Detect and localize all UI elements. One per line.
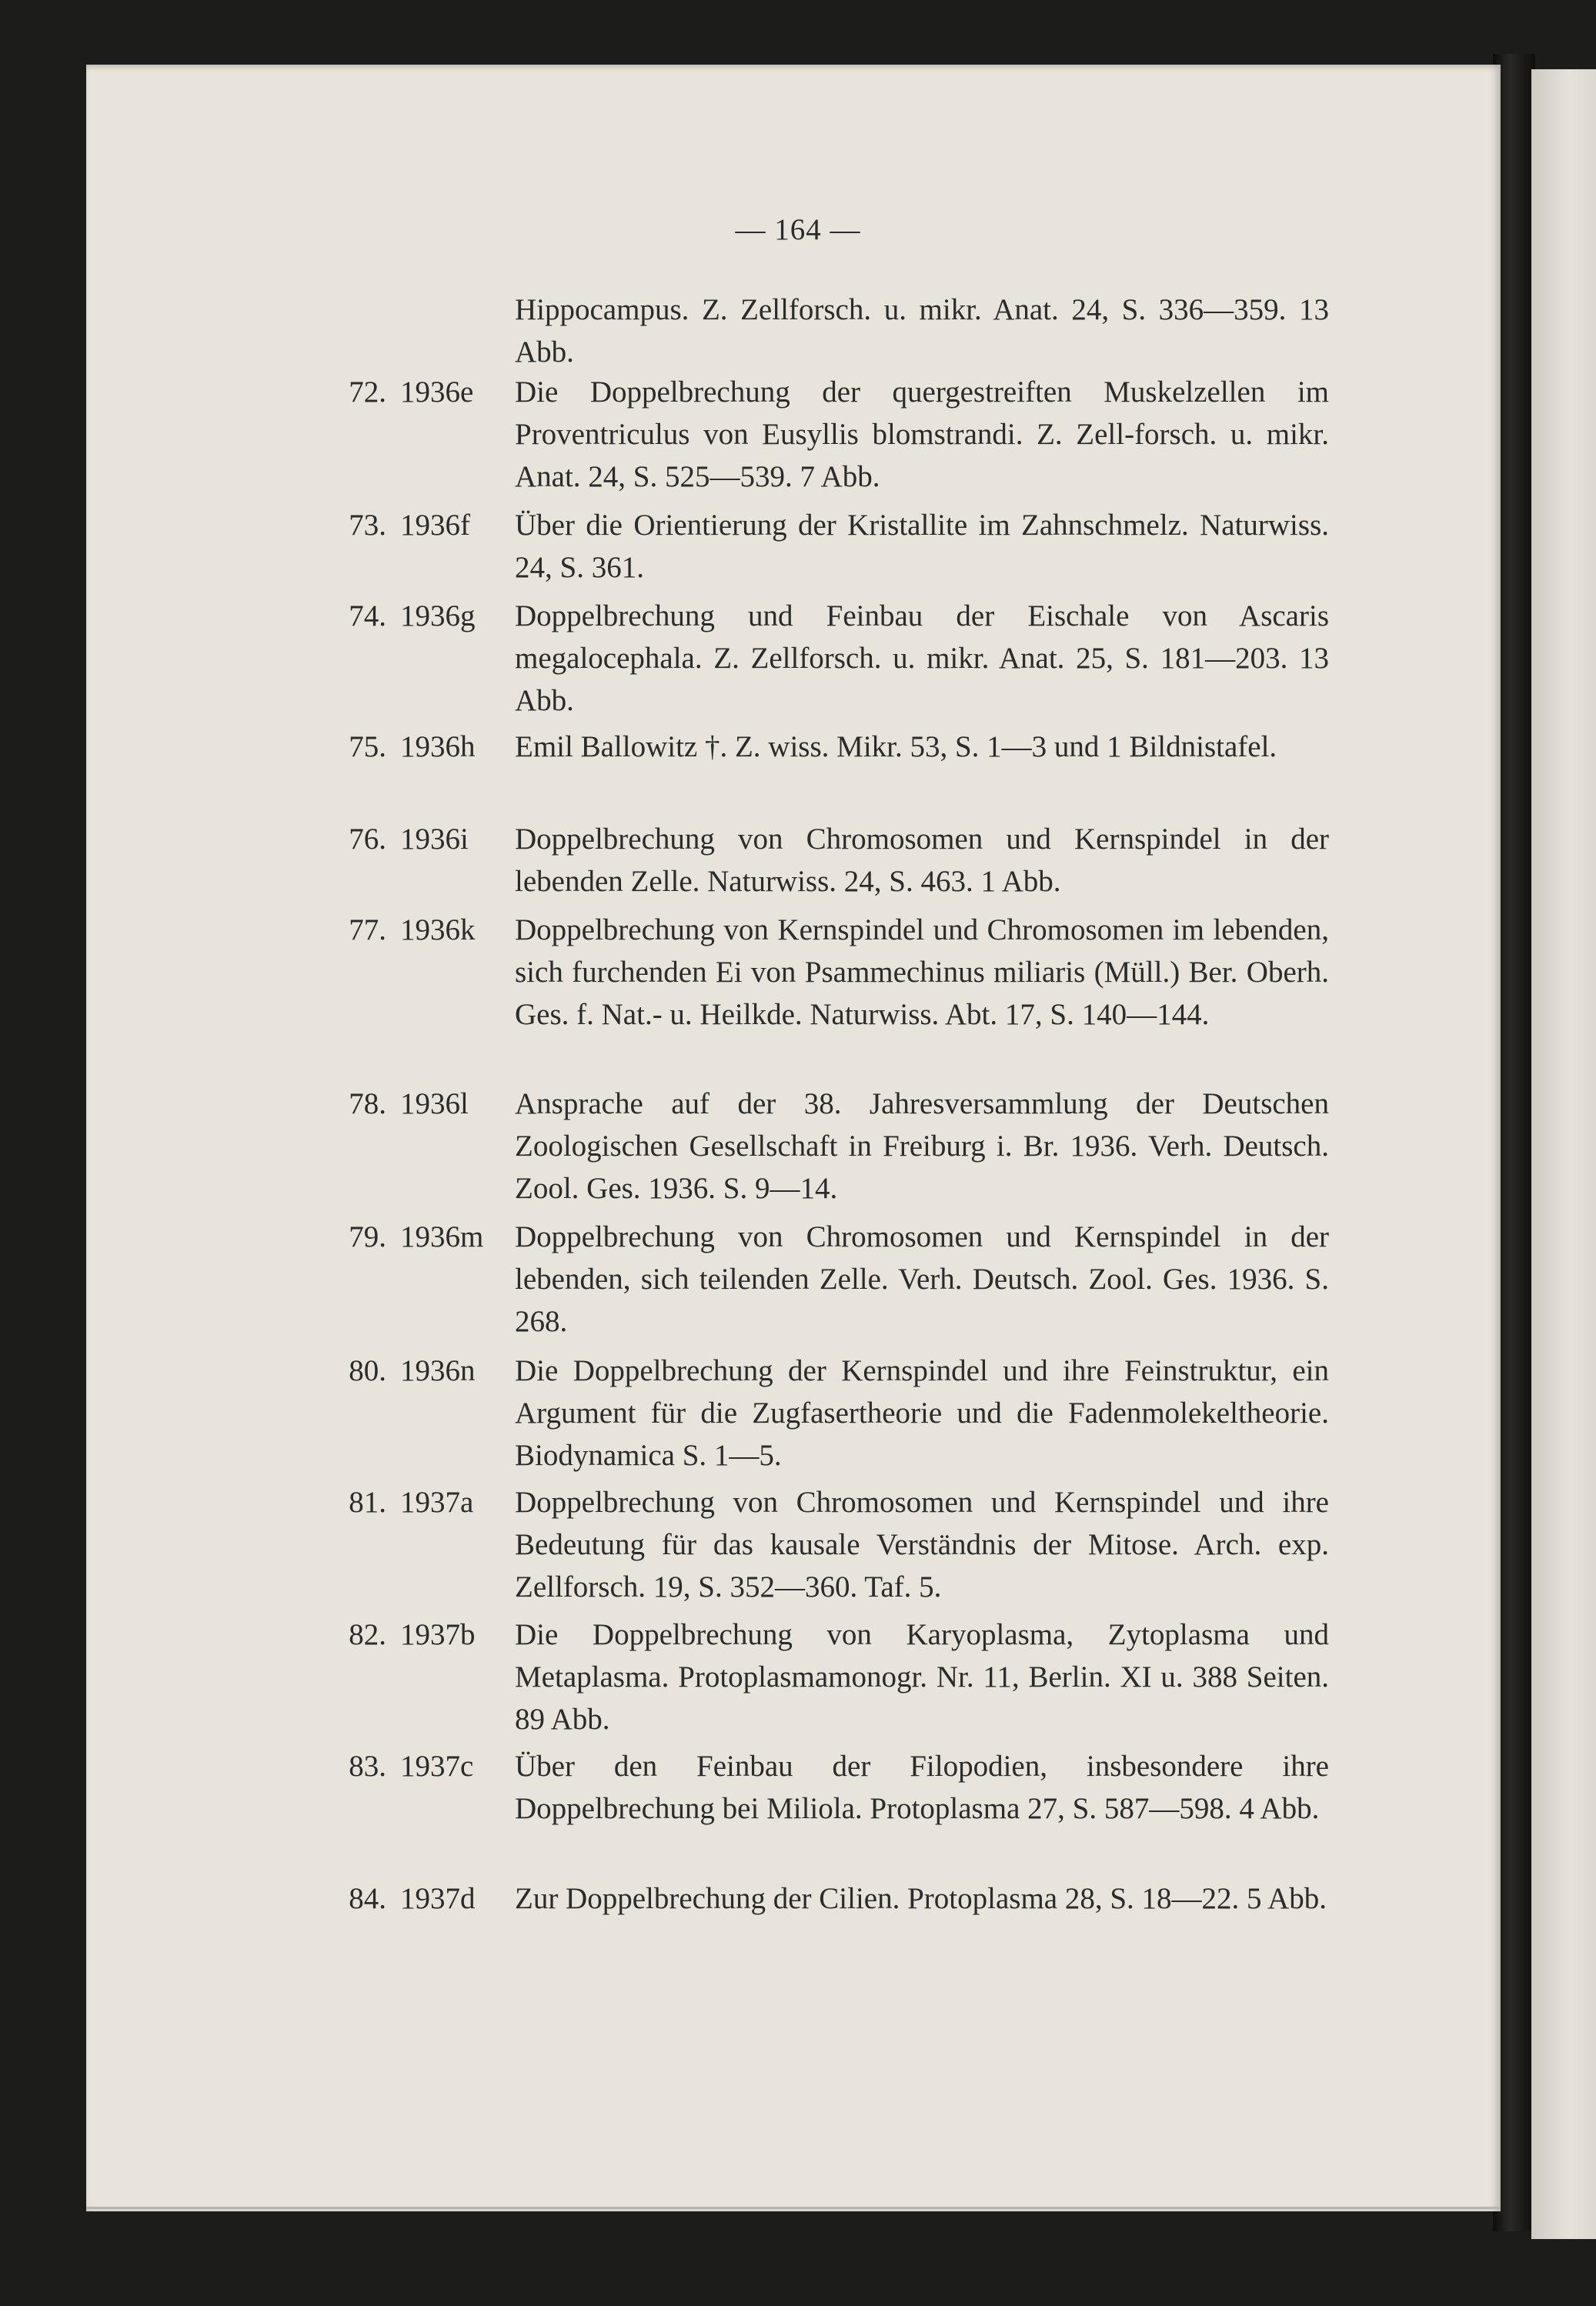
entry-number: 76.: [349, 823, 386, 856]
entry-text: Die Doppelbrechung von Karyoplasma, Zytoplasma und Metaplasma. Protoplasmamonogr. Nr. 11, Berlin. XI u. 388 Seiten. 89 Abb.: [515, 1618, 1329, 1736]
entry-text: Doppelbrechung von Kernspindel und Chromosomen im lebenden, sich furchenden Ei von Psammechinus miliaris (Müll.) Ber. Oberh. Ges. f. Nat.- u. Heilkde. Naturwiss. Abt. 17, S. 140—144.: [515, 913, 1329, 1031]
entry-number: 84.: [349, 1882, 386, 1915]
entry-year: 1937d: [400, 1882, 476, 1915]
entry-number: 79.: [349, 1220, 386, 1253]
entry-number: 83.: [349, 1750, 386, 1783]
entry-text: Die Doppelbrechung der Kernspindel und ihre Feinstruktur, ein Argument für die Zugfasertheorie und die Fadenmolekeltheorie. Biodynamica S. 1—5.: [515, 1354, 1329, 1472]
entry-year: 1936m: [400, 1220, 484, 1253]
page-number: — 164 —: [735, 213, 861, 246]
entry-text: Über den Feinbau der Filopodien, insbesondere ihre Doppelbrechung bei Miliola. Protoplasma 27, S. 587—598. 4 Abb.: [515, 1750, 1329, 1825]
entry-number: 77.: [349, 913, 386, 946]
entry-year: 1937b: [400, 1618, 476, 1651]
entry-year: 1936n: [400, 1354, 476, 1387]
entry-text: Die Doppelbrechung der quergestreiften Muskelzellen im Proventriculus von Eusyllis blomstrandi. Z. Zell-forsch. u. mikr. Anat. 24, S. 525—539. 7 Abb.: [515, 375, 1329, 493]
entry-year: 1936k: [400, 913, 476, 946]
entry-year: 1936h: [400, 730, 476, 763]
entry-text: Hippocampus. Z. Zellforsch. u. mikr. Anat. 24, S. 336—359. 13 Abb.: [515, 293, 1329, 369]
entry-text: Ansprache auf der 38. Jahresversammlung der Deutschen Zoologischen Gesellschaft in Freiburg i. Br. 1936. Verh. Deutsch. Zool. Ges. 1936. S. 9—14.: [515, 1087, 1329, 1205]
entry-number: 82.: [349, 1618, 386, 1651]
entry-year: 1936g: [400, 599, 476, 632]
entry-text: Emil Ballowitz †. Z. wiss. Mikr. 53, S. 1—3 und 1 Bildnistafel.: [515, 730, 1277, 763]
entry-number: 73.: [349, 509, 386, 542]
entry-number: 74.: [349, 599, 386, 632]
entry-text: Doppelbrechung von Chromosomen und Kernspindel in der lebenden Zelle. Naturwiss. 24, S. 463. 1 Abb.: [515, 823, 1329, 898]
entry-year: 1937c: [400, 1750, 474, 1783]
entry-number: 80.: [349, 1354, 386, 1387]
entry-number: 72.: [349, 375, 386, 409]
entry-number: 78.: [349, 1087, 386, 1120]
entry-year: 1936i: [400, 823, 469, 856]
entry-text: Doppelbrechung von Chromosomen und Kernspindel in der lebenden, sich teilenden Zelle. Verh. Deutsch. Zool. Ges. 1936. S. 268.: [515, 1220, 1329, 1338]
entry-number: 81.: [349, 1486, 386, 1519]
entry-text: Zur Doppelbrechung der Cilien. Protoplasma 28, S. 18—22. 5 Abb.: [515, 1882, 1327, 1915]
entry-text: Über die Orientierung der Kristallite im Zahnschmelz. Naturwiss. 24, S. 361.: [515, 509, 1329, 584]
entry-number: 75.: [349, 730, 386, 763]
entry-year: 1936l: [400, 1087, 469, 1120]
entry-year: 1937a: [400, 1486, 474, 1519]
entry-text: Doppelbrechung und Feinbau der Eischale von Ascaris megalocephala. Z. Zellforsch. u. mikr. Anat. 25, S. 181—203. 13 Abb.: [515, 599, 1329, 717]
entry-year: 1936e: [400, 375, 474, 409]
entry-text: Doppelbrechung von Chromosomen und Kernspindel und ihre Bedeutung für das kausale Verständnis der Mitose. Arch. exp. Zellforsch. 19, S. 352—360. Taf. 5.: [515, 1486, 1329, 1604]
entry-year: 1936f: [400, 509, 470, 542]
page-bottom-edge: [86, 2207, 1501, 2209]
